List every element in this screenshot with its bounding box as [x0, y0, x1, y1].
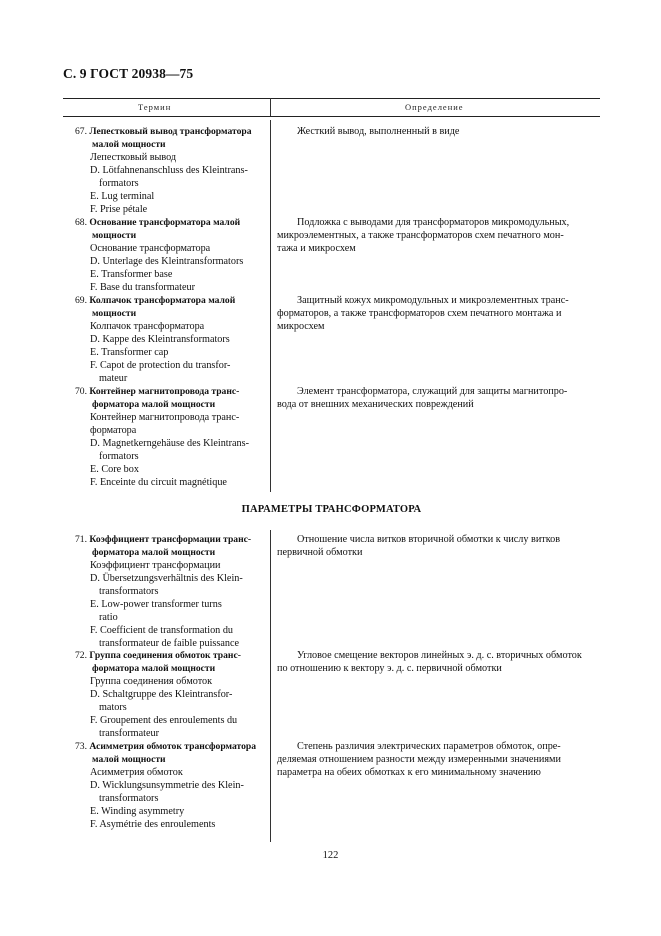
- term-translation: D. Unterlage des Kleintransformators: [90, 256, 244, 267]
- term-translation: D. Lötfahnenanschluss des Kleintrans-: [90, 165, 248, 176]
- term-translation: E. Transformer cap: [90, 347, 169, 358]
- definition-line: Элемент трансформатора, служащий для защиты магнитопро-: [297, 386, 568, 397]
- term-translation: F. Enceinte du circuit magnétique: [90, 477, 227, 488]
- term-cell: [63, 649, 264, 740]
- term-title-line: малой мощности: [92, 139, 166, 150]
- definition-cell: [277, 385, 600, 411]
- term-translation: D. Schaltgruppe des Kleintransfor-: [90, 689, 233, 700]
- term-synonym: Коэффициент трансформации: [90, 560, 221, 571]
- term-translation: E. Winding asymmetry: [90, 806, 185, 817]
- term-cell: [63, 294, 264, 385]
- term-translation: E. Core box: [90, 464, 139, 475]
- definition-line: Угловое смещение векторов линейных э. д. с. вторичных обмоток: [297, 650, 582, 661]
- definition-line: по отношению к вектору э. д. с. первичной обмотки: [277, 663, 502, 674]
- term-translation: transformateur de faible puissance: [99, 638, 240, 649]
- term-title-line: 67. Лепестковый вывод трансформатора: [75, 126, 252, 137]
- term-translation: E. Low-power transformer turns: [90, 599, 222, 610]
- definition-line: Защитный кожух микромодульных и микроэлементных транс-: [297, 295, 569, 306]
- column-header-divider: [270, 98, 271, 116]
- term-title-line: 68. Основание трансформатора малой: [75, 217, 241, 228]
- term-synonym: Контейнер магнитопровода транс-: [90, 412, 240, 423]
- term-synonym: Основание трансформатора: [90, 243, 211, 254]
- definition-cell: [277, 533, 600, 559]
- term-translation: F. Groupement des enroulements du: [90, 715, 238, 726]
- definition-line: Жесткий вывод, выполненный в виде: [297, 126, 460, 137]
- term-synonym: Колпачок трансформатора: [90, 321, 205, 332]
- definition-line: микроэлементных, а также трансформаторов схем печатного мон-: [277, 230, 564, 241]
- term-translation: mateur: [99, 373, 128, 384]
- definition-cell: [277, 294, 600, 333]
- term-translation: F. Coefficient de transformation du: [90, 625, 234, 636]
- term-title-line: форматора малой мощности: [92, 663, 216, 674]
- term-title-line: 73. Асимметрия обмоток трансформатора: [75, 741, 257, 752]
- definition-line: форматоров, а также трансформаторов схем печатного монтажа и: [277, 308, 562, 319]
- column-divider: [270, 530, 271, 842]
- definition-cell: [277, 216, 600, 255]
- term-translation: F. Asymétrie des enroulements: [90, 819, 216, 830]
- term-translation: ratio: [99, 612, 118, 623]
- term-title-line: 72. Группа соединения обмоток транс-: [75, 650, 241, 661]
- term-synonym: Лепестковый вывод: [90, 152, 177, 163]
- definition-line: Подложка с выводами для трансформаторов микромодульных,: [297, 217, 570, 228]
- table-top-rule: [63, 98, 600, 99]
- term-cell: [63, 216, 264, 294]
- term-translation: mators: [99, 702, 127, 713]
- term-translation: transformators: [99, 793, 159, 804]
- definition-cell: [277, 125, 600, 138]
- definition-line: параметра на обеих обмотках к его минимальному значению: [277, 767, 541, 778]
- term-title-line: 70. Контейнер магнитопровода транс-: [75, 386, 240, 397]
- definition-line: первичной обмотки: [277, 547, 363, 558]
- definition-cell: [277, 740, 600, 779]
- term-cell: [63, 125, 264, 216]
- term-title-line: форматора малой мощности: [92, 399, 216, 410]
- term-translation: F. Base du transformateur: [90, 282, 195, 293]
- definition-line: деляемая отношением разности между измеренными значениями: [277, 754, 561, 765]
- term-synonym: Асимметрия обмоток: [90, 767, 183, 778]
- term-translation: D. Magnetkerngehäuse des Kleintrans-: [90, 438, 249, 449]
- table-header-rule: [63, 116, 600, 117]
- term-synonym: форматора: [90, 425, 137, 436]
- page-number: 122: [322, 850, 339, 861]
- column-header-definition: Определение: [405, 102, 464, 112]
- definition-line: микросхем: [277, 321, 325, 332]
- page-header: С. 9 ГОСТ 20938—75: [63, 66, 194, 81]
- term-translation: D. Kappe des Kleintransformators: [90, 334, 230, 345]
- term-translation: E. Lug terminal: [90, 191, 155, 202]
- definition-line: Отношение числа витков вторичной обмотки к числу витков: [297, 534, 561, 545]
- definition-cell: [277, 649, 600, 675]
- term-title-line: 71. Коэффициент трансформации транс-: [75, 534, 252, 545]
- term-translation: E. Transformer base: [90, 269, 173, 280]
- term-cell: [63, 740, 264, 831]
- term-translation: formators: [99, 451, 139, 462]
- term-translation: D. Wicklungsunsymmetrie des Klein-: [90, 780, 244, 791]
- term-translation: formators: [99, 178, 139, 189]
- term-cell: [63, 533, 264, 650]
- term-translation: transformateur: [99, 728, 159, 739]
- term-translation: transformators: [99, 586, 159, 597]
- column-header-term: Термин: [138, 102, 172, 112]
- term-translation: D. Übersetzungsverhältnis des Klein-: [90, 573, 243, 584]
- definition-line: тажа и микросхем: [277, 243, 356, 254]
- definition-line: Степень различия электрических параметров обмоток, опре-: [297, 741, 561, 752]
- term-translation: F. Prise pétale: [90, 204, 148, 215]
- term-cell: [63, 385, 264, 489]
- term-title-line: мощности: [92, 230, 137, 241]
- term-title-line: 69. Колпачок трансформатора малой: [75, 295, 236, 306]
- term-translation: F. Capot de protection du transfor-: [90, 360, 231, 371]
- term-title-line: малой мощности: [92, 754, 166, 765]
- section-title: ПАРАМЕТРЫ ТРАНСФОРМАТОРА: [241, 504, 422, 515]
- term-synonym: Группа соединения обмоток: [90, 676, 213, 687]
- definition-line: вода от внешних механических повреждений: [277, 399, 474, 410]
- term-title-line: мощности: [92, 308, 137, 319]
- term-title-line: форматора малой мощности: [92, 547, 216, 558]
- column-divider: [270, 120, 271, 492]
